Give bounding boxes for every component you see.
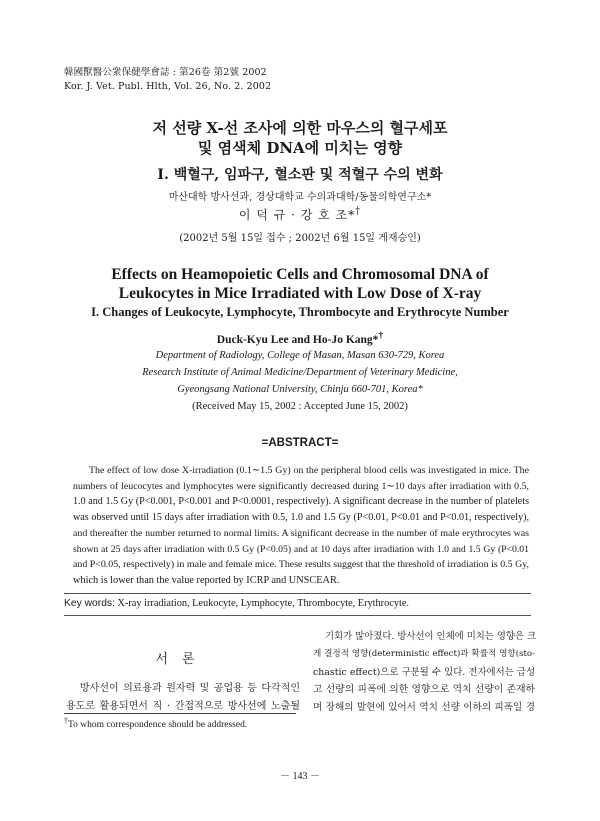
- korean-authors-names: 이 덕 규 · 강 호 조*: [238, 208, 356, 222]
- abstract-line: and P<0.05, respectively) in male and female mice. These results suggest that the threshold of irradiation is 0.5 Gy,: [73, 559, 529, 571]
- english-affiliation-1: Department of Radiology, College of Masan, Masan 630-729, Korea: [155, 350, 445, 361]
- keywords-text: X-ray irradiation, Leukocyte, Lymphocyte, Thrombocyte, Erythrocyte.: [114, 598, 409, 609]
- intro-line: chastic effect)으로 구분될 수 있다. 전자에서는 급성: [313, 666, 535, 678]
- korean-title-line-2: 및 염색체 DNA에 미치는 영향: [197, 139, 403, 157]
- english-affiliation-3: Gyeongsang National University, Chinju 660-701, Korea*: [177, 384, 423, 395]
- korean-title-line-1: 저 선량 X-선 조사에 의한 마우스의 혈구세포: [152, 119, 448, 137]
- intro-line: 방사선이 의료용과 원자력 및 공업용 등 다각적인: [80, 683, 300, 694]
- intro-line: 용도로 활용되면서 직 · 간접적으로 방사선에 노출될: [66, 700, 300, 712]
- journal-name-korean: 韓國獸醫公衆保健學會誌 : 第26卷 第2號 2002: [64, 67, 267, 78]
- page-number: － 143 －: [280, 771, 320, 782]
- journal-header: [64, 66, 271, 94]
- abstract-text: [73, 463, 529, 589]
- abstract-line: which is lower than the value reported by ICRP and UNSCEAR.: [73, 574, 340, 586]
- intro-line: 기회가 많아졌다. 방사선이 인체에 미치는 영향은 크: [325, 631, 537, 642]
- keywords-bottom-rule: [64, 615, 531, 616]
- english-title-line-2: Leukocytes in Mice Irradiated with Low Dose of X-ray: [118, 285, 482, 302]
- journal-name-english: Kor. J. Vet. Publ. Hlth, Vol. 26, No. 2. 2002: [64, 81, 272, 92]
- keywords: [64, 598, 409, 609]
- korean-affiliation: 마산대학 방사선과, 경상대학교 수의과대학/동물의학연구소*: [168, 192, 432, 203]
- english-authors-names: Duck-Kyu Lee and Ho-Jo Kang*: [216, 333, 379, 346]
- abstract-line: 1.0 and 1.5 Gy (P<0.001, P<0.001 and P<0.0001, respectively). A significant decrease in the number of platelets: [73, 496, 529, 508]
- footnote-rule: [64, 713, 296, 714]
- english-title-line-1: Effects on Heamopoietic Cells and Chromosomal DNA of: [111, 266, 489, 283]
- korean-subtitle: I. 백혈구, 임파구, 혈소판 및 적혈구 수의 변화: [157, 167, 443, 183]
- introduction-right-column: [313, 628, 535, 717]
- abstract-line: shown at 25 days after irradiation with 0.5 Gy (P<0.05) and at 10 days after irradiation with 1.0 and 1.5 Gy (P<0.01: [73, 543, 529, 555]
- korean-authors: [0, 206, 600, 223]
- korean-received-date: (2002년 5월 15일 접수 ; 2002년 6월 15일 게재승인): [179, 233, 421, 244]
- korean-authors-dagger: †: [355, 206, 362, 217]
- footnote-text: To whom correspondence should be addressed.: [67, 720, 248, 731]
- introduction-left-column: [66, 680, 300, 715]
- abstract-heading: =ABSTRACT=: [261, 437, 339, 449]
- abstract-line: was observed until 15 days after irradiation with 0.5, 1.0 and 1.5 Gy (P<0.01, P<0.01 and P<0.01, respectively),: [73, 512, 529, 524]
- english-subtitle: I. Changes of Leukocyte, Lymphocyte, Thrombocyte and Erythrocyte Number: [91, 305, 509, 319]
- abstract-line: The effect of low dose X-irradiation (0.1∼1.5 Gy) on the peripheral blood cells was investigated in mice. The: [89, 465, 529, 476]
- english-received-date: (Received May 15, 2002 : Accepted June 15, 2002): [192, 401, 408, 412]
- keywords-label: Key words:: [64, 598, 115, 609]
- intro-line: 며 장해의 발현에 있어서 역치 선량 이하의 피폭일 경: [313, 702, 535, 714]
- intro-line: 게 결정적 영향(deterministic effect)과 확률적 영향(sto-: [313, 648, 535, 659]
- abstract-line: and thereafter the number returned to normal limits. A significant decrease in the number of male erythrocytes was: [73, 527, 529, 539]
- english-authors-dagger: †: [378, 330, 384, 341]
- abstract-line: numbers of leucocytes and lymphocytes were significantly decreased during 1∼10 days after irradiation with 0.5,: [73, 480, 529, 492]
- introduction-heading: 서론: [155, 652, 209, 667]
- intro-line: 고 선량의 피폭에 의한 영향으로 역치 선량이 존재하: [313, 684, 535, 696]
- correspondence-footnote: [64, 716, 247, 730]
- footnote-dagger: †: [64, 716, 68, 725]
- english-authors: [0, 330, 600, 346]
- keywords-top-rule: [64, 593, 531, 594]
- english-affiliation-2: Research Institute of Animal Medicine/Department of Veterinary Medicine,: [142, 367, 458, 378]
